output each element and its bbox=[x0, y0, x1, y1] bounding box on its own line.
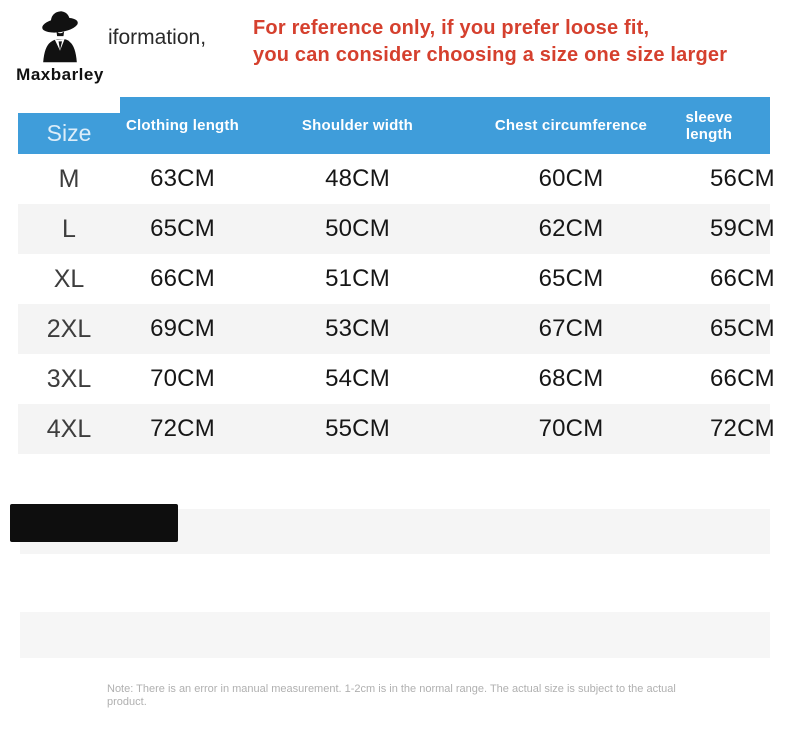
size-label: 2XL bbox=[46, 314, 92, 343]
loose-fit-notice bbox=[253, 15, 727, 69]
table-row-m bbox=[18, 154, 775, 204]
table-row-2xl bbox=[18, 304, 775, 354]
chest-circumference-value: 60CM bbox=[538, 165, 604, 192]
shoulder-width-value: 51CM bbox=[325, 265, 390, 292]
partial-title-text: iformation, bbox=[108, 26, 207, 49]
sleeve-length-value: 72CM bbox=[710, 415, 775, 442]
shoulder-width-value: 54CM bbox=[325, 365, 390, 392]
gentleman-fedora-icon bbox=[31, 6, 89, 64]
loose-fit-notice-line2: you can consider choosing a size one size larger bbox=[253, 44, 728, 66]
loose-fit-notice-line1: For reference only, if you prefer loose fit, bbox=[253, 17, 650, 39]
column-header-clothing-length: Clothing length bbox=[126, 117, 239, 134]
measurement-note bbox=[107, 683, 676, 709]
clothing-length-value: 66CM bbox=[150, 265, 215, 292]
clothing-length-value: 65CM bbox=[150, 215, 215, 242]
chest-circumference-value: 68CM bbox=[538, 365, 604, 392]
shoulder-width-value: 50CM bbox=[325, 215, 390, 242]
size-table-header-band bbox=[120, 97, 770, 154]
gray-band-lower bbox=[20, 612, 770, 658]
table-row-4xl bbox=[18, 404, 775, 454]
table-row-3xl bbox=[18, 354, 775, 404]
size-label: M bbox=[58, 164, 80, 193]
clothing-length-value: 69CM bbox=[150, 315, 215, 342]
size-label: L bbox=[62, 214, 76, 243]
chest-circumference-value: 70CM bbox=[538, 415, 604, 442]
chest-circumference-value: 65CM bbox=[538, 265, 604, 292]
column-header-size: Size bbox=[46, 120, 92, 146]
size-label: 4XL bbox=[46, 414, 92, 443]
measurement-note-line2: product. bbox=[107, 696, 147, 708]
shoulder-width-value: 48CM bbox=[325, 165, 390, 192]
chest-circumference-value: 67CM bbox=[538, 315, 604, 342]
size-label: 3XL bbox=[46, 364, 92, 393]
chest-circumference-value: 62CM bbox=[538, 215, 604, 242]
dark-banner bbox=[10, 504, 178, 542]
sleeve-length-value: 65CM bbox=[710, 315, 775, 342]
table-row-l bbox=[18, 204, 775, 254]
brand-name: Maxbarley bbox=[16, 65, 104, 84]
sleeve-length-value: 56CM bbox=[710, 165, 775, 192]
shoulder-width-value: 55CM bbox=[325, 415, 390, 442]
table-row-xl bbox=[18, 254, 775, 304]
size-label: XL bbox=[53, 264, 85, 293]
column-header-shoulder-width: Shoulder width bbox=[301, 117, 414, 134]
column-header-chest-circumference: Chest circumference bbox=[494, 117, 648, 134]
sleeve-length-value: 66CM bbox=[710, 365, 775, 392]
size-table-body bbox=[18, 154, 775, 454]
brand-logo bbox=[8, 6, 112, 90]
sleeve-length-value: 66CM bbox=[710, 265, 775, 292]
column-header-sleeve-length: sleeve length bbox=[685, 108, 733, 143]
clothing-length-value: 70CM bbox=[150, 365, 215, 392]
shoulder-width-value: 53CM bbox=[325, 315, 390, 342]
sleeve-length-value: 59CM bbox=[710, 215, 775, 242]
clothing-length-value: 72CM bbox=[150, 415, 215, 442]
measurement-note-line1: Note: There is an error in manual measurement. 1-2cm is in the normal range. The actual size is subject to the actual bbox=[107, 683, 676, 695]
clothing-length-value: 63CM bbox=[150, 165, 215, 192]
size-header-cell bbox=[18, 113, 120, 154]
